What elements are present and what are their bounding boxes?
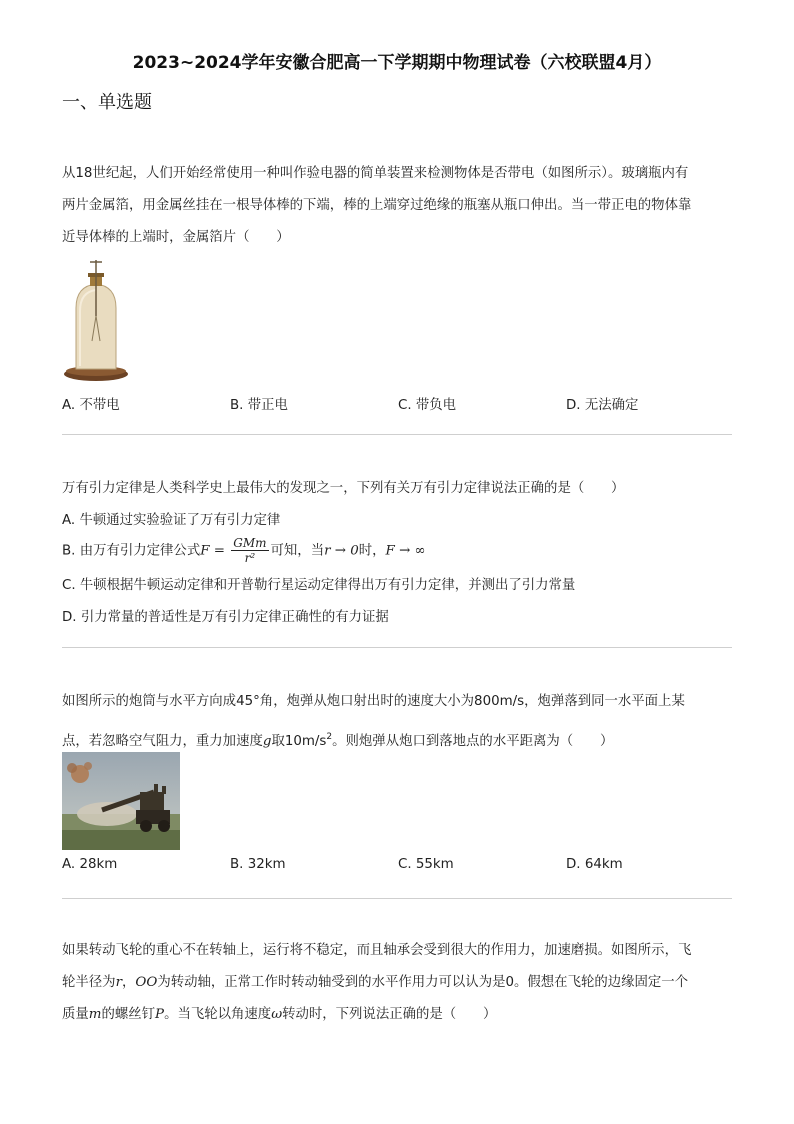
- q4-line-3-a: 质量: [62, 1007, 89, 1022]
- q2-option-b-prefix: B. 由万有引力定律公式: [62, 543, 201, 559]
- q1-line-3: 近导体棒的上端时，金属箔片（ ）: [62, 230, 290, 245]
- q3-line-2-b: 取10m/s: [271, 734, 327, 749]
- q3-options: [62, 857, 732, 877]
- q4-line-2-b: ，: [121, 975, 136, 990]
- q4-line-3-b: 的螺丝钉: [101, 1007, 156, 1022]
- formula-f: F =: [200, 543, 225, 559]
- q3-option-c[interactable]: C. 55km: [398, 857, 454, 872]
- divider-3: [62, 898, 732, 899]
- symbol-m: m: [88, 1007, 102, 1022]
- q2-option-c[interactable]: C. 牛顿根据牛顿运动定律和开普勒行星运动定律得出万有引力定律，并测出了引力常量: [62, 578, 576, 593]
- cannon-image: [62, 752, 180, 850]
- q4-line-2-a: 轮半径为: [62, 975, 116, 990]
- q1-option-c[interactable]: C. 带负电: [398, 398, 457, 413]
- divider-2: [62, 647, 732, 648]
- symbol-r: r: [115, 975, 122, 990]
- question-4-stem: [62, 935, 732, 1031]
- q1-option-d[interactable]: D. 无法确定: [566, 398, 639, 413]
- formula-condition: r → 0: [324, 543, 359, 559]
- formula-numerator: GMm: [233, 536, 267, 550]
- q1-line-2: 两片金属箔，用金属丝挂在一根导体棒的下端，棒的上端穿过绝缘的瓶塞从瓶口伸出。当一带正电的物体靠: [62, 198, 692, 213]
- exam-title: 2023~2024学年安徽合肥高一下学期期中物理试卷（六校联盟4月）: [132, 53, 662, 73]
- q4-line-3: [62, 999, 732, 1031]
- formula-fraction: [231, 536, 268, 565]
- q4-line-2: [62, 967, 732, 999]
- q2-stem: 万有引力定律是人类科学史上最伟大的发现之一，下列有关万有引力定律说法正确的是（ ）: [62, 481, 625, 496]
- symbol-omega: ω: [271, 1007, 283, 1022]
- question-1-stem: [62, 158, 732, 254]
- q3-option-b[interactable]: B. 32km: [230, 857, 286, 872]
- q4-line-3-c: 。当飞轮以角速度: [164, 1007, 272, 1022]
- q3-line-2-a: 点，若忽略空气阻力，重力加速度: [62, 734, 263, 749]
- symbol-oo: OO: [135, 975, 158, 990]
- q1-option-b[interactable]: B. 带正电: [230, 398, 288, 413]
- q2-option-b-when: 时，: [358, 543, 386, 559]
- question-3-stem: [62, 682, 732, 763]
- q1-line-1: 从18世纪起，人们开始经常使用一种叫作验电器的简单装置来检测物体是否带电（如图所示）。玻璃瓶内有: [62, 166, 689, 181]
- q2-option-d[interactable]: D. 引力常量的普适性是万有引力定律正确性的有力证据: [62, 610, 389, 625]
- electroscope-image: [62, 256, 134, 386]
- q2-option-b[interactable]: [62, 536, 426, 567]
- q1-options: [62, 394, 732, 414]
- q2-option-a[interactable]: A. 牛顿通过实验验证了万有引力定律: [62, 513, 281, 528]
- q3-line-2-c: 。则炮弹从炮口到落地点的水平距离为（ ）: [332, 734, 614, 749]
- q3-line-1: 如图所示的炮筒与水平方向成45°角，炮弹从炮口射出时的速度大小为800m/s，炮弹落到同一水平面上某: [62, 694, 685, 709]
- q4-line-1: 如果转动飞轮的重心不在转轴上，运行将不稳定，而且轴承会受到很大的作用力，加速磨损。如图所示，飞: [62, 943, 692, 958]
- q4-line-2-c: 为转动轴，正常工作时转动轴受到的水平作用力可以认为是0。假想在飞轮的边缘固定一个: [157, 975, 689, 990]
- superscript-2: 2: [326, 732, 333, 742]
- q4-line-3-d: 转动时，下列说法正确的是（ ）: [282, 1007, 497, 1022]
- q1-option-a[interactable]: A. 不带电: [62, 398, 120, 413]
- formula-denominator: r²: [244, 551, 256, 565]
- q2-option-b-mid: 可知，当: [270, 543, 325, 559]
- divider-1: [62, 434, 732, 435]
- symbol-g: g: [262, 734, 272, 749]
- q3-option-a[interactable]: A. 28km: [62, 857, 118, 872]
- symbol-p: P: [155, 1007, 165, 1022]
- q3-option-d[interactable]: D. 64km: [566, 857, 623, 872]
- section-heading: 一、单选题: [62, 92, 152, 113]
- formula-result: F → ∞: [385, 543, 426, 559]
